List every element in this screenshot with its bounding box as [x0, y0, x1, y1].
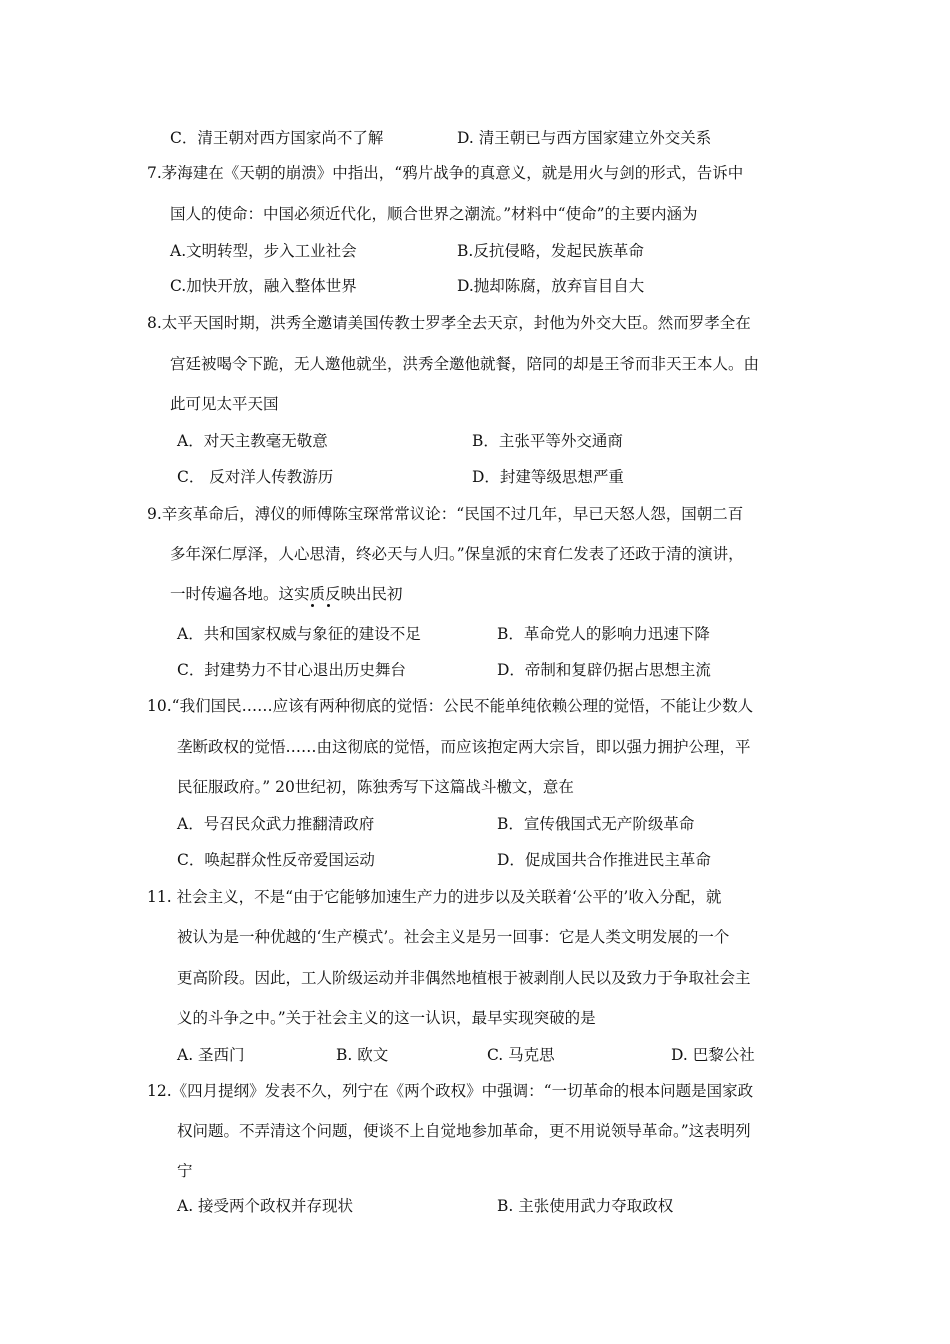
q7-option-d: D.抛却陈腐，放弃盲目自大: [457, 277, 645, 295]
q8-stem-line-2: 宫廷被喝令下跪，无人邀他就坐，洪秀全邀他就餐，陪同的却是王爷而非天王本人。由: [170, 355, 760, 373]
q9-option-a: A．共和国家权威与象征的建设不足: [177, 625, 421, 643]
q10-stem-line-1: 10.“我们国民……应该有两种彻底的觉悟：公民不能单纯依赖公理的觉悟，不能让少数人: [147, 697, 754, 715]
q7-stem-line-1: 7.茅海建在《天朝的崩溃》中指出，“鸦片战争的真意义，就是用火与剑的形式，告诉中: [147, 164, 744, 182]
q6-option-d: D. 清王朝已与西方国家建立外交关系: [457, 129, 712, 147]
q7-option-b: B.反抗侵略，发起民族革命: [457, 242, 644, 260]
q8-option-c: C． 反对洋人传教游历: [177, 468, 334, 486]
q7-option-a: A.文明转型，步入工业社会: [170, 242, 357, 260]
q9-option-c: C．封建势力不甘心退出历史舞台: [177, 661, 406, 679]
emphasis-dot: [327, 604, 330, 607]
q9-stem-line-1: 9.辛亥革命后，溥仪的师傅陈宝琛常常议论：“民国不过几年，早已天怒人怨，国朝二百: [147, 505, 744, 523]
q7-stem-line-2: 国人的使命：中国必须近代化，顺合世界之潮流。”材料中“使命”的主要内涵为: [170, 205, 698, 223]
q12-stem-line-1: 12.《四月提纲》发表不久，列宁在《两个政权》中强调：“一切革命的根本问题是国家政: [147, 1082, 754, 1100]
q11-option-c: C. 马克思: [487, 1046, 555, 1064]
q12-option-a: A. 接受两个政权并存现状: [177, 1197, 354, 1215]
q12-stem-line-2: 权问题。不弄清这个问题，便谈不上自觉地参加革命，更不用说领导革命。”这表明列: [177, 1122, 751, 1140]
q10-option-b: B．宣传俄国式无产阶级革命: [497, 815, 695, 833]
q9-option-d: D．帝制和复辟仍据占思想主流: [497, 661, 711, 679]
q10-stem-line-3: 民征服政府。” 20世纪初，陈独秀写下这篇战斗檄文，意在: [177, 778, 574, 796]
q9-stem-line-3: 一时传遍各地。这实质反映出民初: [170, 585, 403, 603]
q8-stem-line-3: 此可见太平天国: [170, 395, 279, 413]
q8-option-b: B．主张平等外交通商: [472, 432, 623, 450]
q11-stem-line-2: 被认为是一种优越的‘生产模式’。社会主义是另一回事：它是人类文明发展的一个: [177, 928, 730, 946]
q10-stem-line-2: 垄断政权的觉悟……由这彻底的觉悟，而应该抱定两大宗旨，即以强力拥护公理，平: [177, 738, 751, 756]
q11-stem-line-3: 更高阶段。因此，工人阶级运动并非偶然地植根于被剥削人民以及致力于争取社会主: [177, 969, 751, 987]
q11-stem-line-4: 义的斗争之中。”关于社会主义的这一认识，最早实现突破的是: [177, 1009, 596, 1027]
q11-stem-line-1: 11. 社会主义，不是“由于它能够加速生产力的进步以及关联着‘公平的’收入分配，就: [147, 888, 722, 906]
q8-option-a: A．对天主教毫无敬意: [177, 432, 328, 450]
q10-option-a: A．号召民众武力推翻清政府: [177, 815, 375, 833]
q11-option-a: A. 圣西门: [177, 1046, 245, 1064]
q12-stem-line-3: 宁: [177, 1162, 193, 1180]
q9-option-b: B．革命党人的影响力迅速下降: [497, 625, 710, 643]
q9-stem-line-2: 多年深仁厚泽，人心思清，终必天与人归。”保皇派的宋育仁发表了还政于清的演讲，: [170, 545, 744, 563]
emphasis-dot: [311, 604, 314, 607]
q8-option-d: D．封建等级思想严重: [472, 468, 624, 486]
q8-stem-line-1: 8.太平天国时期，洪秀全邀请美国传教士罗孝全去天京，封他为外交大臣。然而罗孝全在: [147, 314, 751, 332]
q7-option-c: C.加快开放，融入整体世界: [170, 277, 357, 295]
q11-option-b: B. 欧文: [336, 1046, 389, 1064]
q6-option-c: C．清王朝对西方国家尚不了解: [170, 129, 384, 147]
q11-option-d: D. 巴黎公社: [671, 1046, 755, 1064]
q12-option-b: B. 主张使用武力夺取政权: [497, 1197, 674, 1215]
q10-option-c: C．唤起群众性反帝爱国运动: [177, 851, 375, 869]
q10-option-d: D．促成国共合作推进民主革命: [497, 851, 711, 869]
